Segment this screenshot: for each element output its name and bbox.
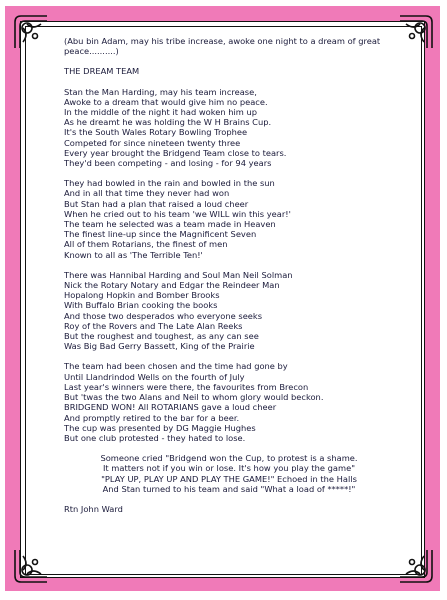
poem-line: But one club protested - they hated to lose. bbox=[64, 432, 246, 443]
stanza bbox=[64, 270, 394, 352]
poem-line: Known to all as 'The Terrible Ten!' bbox=[64, 249, 203, 260]
poem-line: Roy of the Rovers and The Late Alan Reeks bbox=[64, 320, 243, 331]
stanza bbox=[64, 178, 394, 260]
poem-line: With Buffalo Brian cooking the books bbox=[64, 300, 218, 311]
poem-line: There was Hannibal Harding and Soul Man Neil Solman bbox=[64, 269, 293, 280]
corner-ornament-icon bbox=[11, 546, 51, 586]
poem-line: But Stan had a plan that raised a loud cheer bbox=[64, 198, 249, 209]
poem-line: Every year brought the Bridgend Team close to tears. bbox=[64, 147, 287, 158]
corner-ornament-icon bbox=[396, 546, 436, 586]
poem-line: They'd been competing - and losing - for 94 years bbox=[64, 158, 272, 169]
poem-line: But the roughest and toughest, as any can see bbox=[64, 331, 259, 342]
corner-ornament-icon bbox=[11, 12, 51, 52]
poem-line: Until Llandrindod Wells on the fourth of July bbox=[64, 371, 245, 382]
poem-line: It matters not if you win or lose. It's how you play the game" bbox=[102, 463, 356, 474]
signature: Rtn John Ward bbox=[64, 503, 123, 514]
poem-line: They had bowled in the rain and bowled in the sun bbox=[64, 178, 275, 189]
final-stanza bbox=[64, 453, 394, 494]
poem-title: THE DREAM TEAM bbox=[64, 66, 140, 77]
poem-line: And promptly retired to the bar for a beer. bbox=[64, 412, 240, 423]
poem-line: The finest line-up since the Magnificent Seven bbox=[64, 229, 257, 240]
poem-line: And in all that time they never had won bbox=[64, 188, 230, 199]
poem-line: Was Big Bad Gerry Bassett, King of the Prairie bbox=[64, 341, 255, 352]
poem-line: When he cried out to his team 'we WILL win this year!' bbox=[64, 208, 291, 219]
poem-line: The cup was presented by DG Maggie Hughes bbox=[64, 422, 256, 433]
poem-line: BRIDGEND WON! All ROTARIANS gave a loud cheer bbox=[64, 402, 277, 413]
poem-line: The team had been chosen and the time had gone by bbox=[64, 361, 288, 372]
poem-line: Stan the Man Harding, may his team increase, bbox=[64, 86, 257, 97]
poem-line: All of them Rotarians, the finest of men bbox=[64, 239, 228, 250]
poem-line: As he dreamt he was holding the W H Brains Cup. bbox=[64, 117, 272, 128]
poem-line: It's the South Wales Rotary Bowling Trophee bbox=[64, 127, 248, 138]
poem-line: And those two desperados who everyone seeks bbox=[64, 310, 263, 321]
poem-line: And Stan turned to his team and said "What a load of *****!" bbox=[102, 483, 356, 494]
poem-line: But 'twas the two Alans and Neil to whom glory would beckon. bbox=[64, 392, 324, 403]
poem-line: Someone cried "Bridgend won the Cup, to protest is a shame. bbox=[100, 453, 358, 464]
stanza bbox=[64, 361, 394, 443]
poem-line: The team he selected was a team made in Heaven bbox=[64, 219, 276, 230]
poem-line: "PLAY UP, PLAY UP AND PLAY THE GAME!" Echoed in the Halls bbox=[101, 473, 357, 484]
poem-line: Competed for since nineteen twenty three bbox=[64, 137, 241, 148]
poem-line: In the middle of the night it had woken him up bbox=[64, 107, 258, 118]
poem-body bbox=[64, 36, 394, 514]
corner-ornament-icon bbox=[396, 12, 436, 52]
poem-line: Awoke to a dream that would give him no peace. bbox=[64, 96, 268, 107]
poem-line: Nick the Rotary Notary and Edgar the Reindeer Man bbox=[64, 280, 280, 291]
intro-text: (Abu bin Adam, may his tribe increase, awoke one night to a dream of great peace..........) bbox=[64, 36, 381, 57]
stanza bbox=[64, 87, 394, 169]
poem-line: Last year's winners were there, the favourites from Brecon bbox=[64, 381, 309, 392]
poem-line: Hopalong Hopkin and Bomber Brooks bbox=[64, 290, 220, 301]
